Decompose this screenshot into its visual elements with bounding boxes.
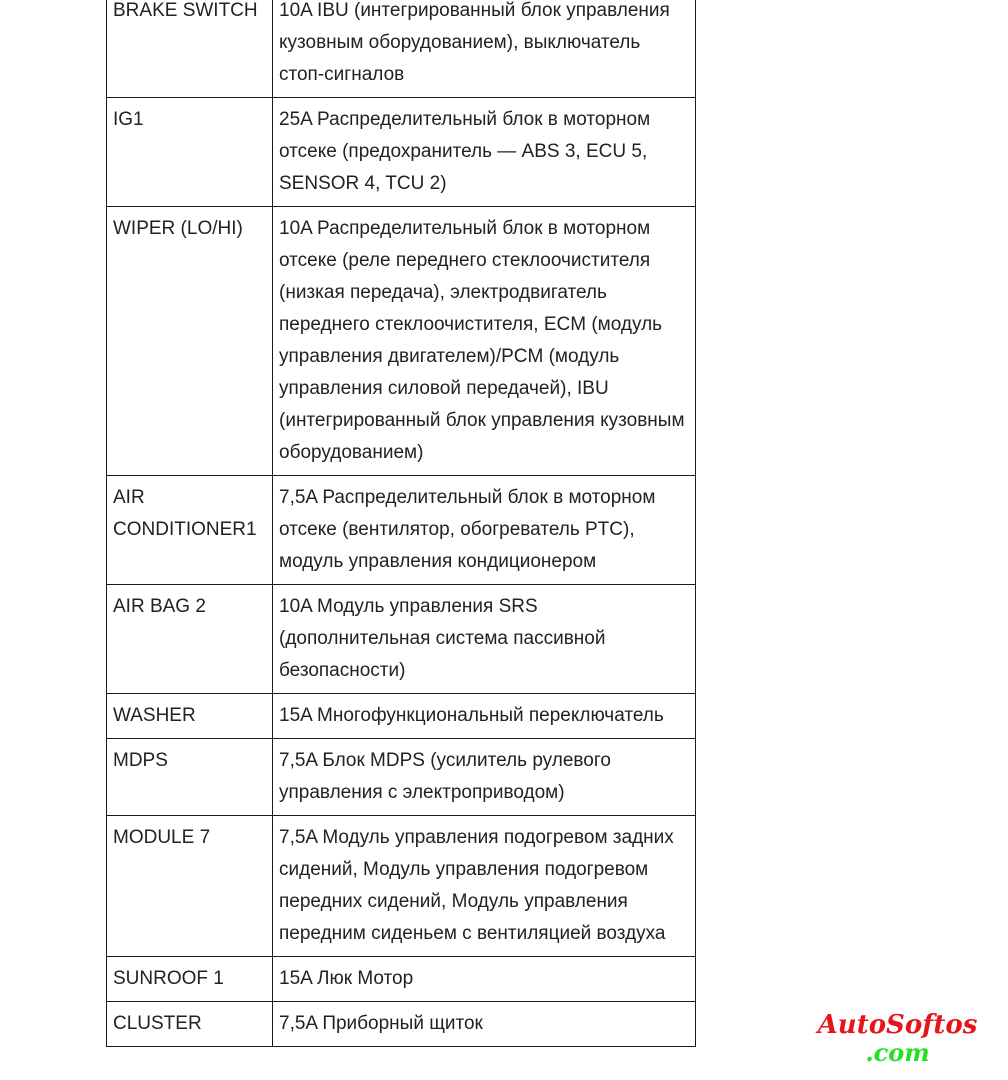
autosoftos-watermark-logo <box>800 1010 995 1078</box>
fuse-description-cell: 10A Распределительный блок в моторном отсеке (реле переднего стеклоочистителя (низкая передача), электродвигатель переднего стеклоочистителя, ECM (модуль управления двигателем)/PCM (модуль управления силовой передачей), IBU (интегрированный блок управления кузовным оборудованием) <box>273 207 696 476</box>
fuse-description-cell: 10A Модуль управления SRS (дополнительная система пассивной безопасности) <box>273 585 696 694</box>
fuse-description-cell: 7,5A Распределительный блок в моторном отсеке (вентилятор, обогреватель PTC), модуль управления кондиционером <box>273 476 696 585</box>
watermark-sub-text: .com <box>865 1038 930 1067</box>
fuse-name-cell: MODULE 7 <box>107 816 273 957</box>
watermark-main-text: AutoSoftos <box>817 1010 978 1040</box>
fuse-name-cell: WASHER <box>107 694 273 739</box>
table-row <box>107 585 696 694</box>
fuse-name-cell: AIR BAG 2 <box>107 585 273 694</box>
fuse-name-cell: IG1 <box>107 98 273 207</box>
fuse-name-cell: SUNROOF 1 <box>107 957 273 1002</box>
table-row <box>107 207 696 476</box>
fuse-table <box>106 0 696 1047</box>
fuse-name-cell: MDPS <box>107 739 273 816</box>
fuse-name-cell: CLUSTER <box>107 1002 273 1047</box>
fuse-name-cell: WIPER (LO/HI) <box>107 207 273 476</box>
table-row <box>107 694 696 739</box>
fuse-description-cell: 15A Многофункциональный переключатель <box>273 694 696 739</box>
fuse-description-cell: 7,5A Приборный щиток <box>273 1002 696 1047</box>
fuse-table-container <box>106 0 696 1047</box>
fuse-name-cell: AIR CONDITIONER1 <box>107 476 273 585</box>
fuse-description-cell: 7,5A Модуль управления подогревом задних сидений, Модуль управления подогревом передних сидений, Модуль управления передним сиденьем с вентиляцией воздуха <box>273 816 696 957</box>
table-row <box>107 1002 696 1047</box>
table-row <box>107 0 696 98</box>
table-row <box>107 476 696 585</box>
fuse-description-cell: 25A Распределительный блок в моторном отсеке (предохранитель — ABS 3, ECU 5, SENSOR 4, TCU 2) <box>273 98 696 207</box>
fuse-description-cell: 7,5A Блок MDPS (усилитель рулевого управления с электроприводом) <box>273 739 696 816</box>
table-row <box>107 739 696 816</box>
table-row <box>107 957 696 1002</box>
fuse-name-cell: BRAKE SWITCH <box>107 0 273 98</box>
fuse-description-cell: 15A Люк Мотор <box>273 957 696 1002</box>
fuse-description-cell: 10A IBU (интегрированный блок управления кузовным оборудованием), выключатель стоп-сигналов <box>273 0 696 98</box>
table-row <box>107 816 696 957</box>
table-row <box>107 98 696 207</box>
